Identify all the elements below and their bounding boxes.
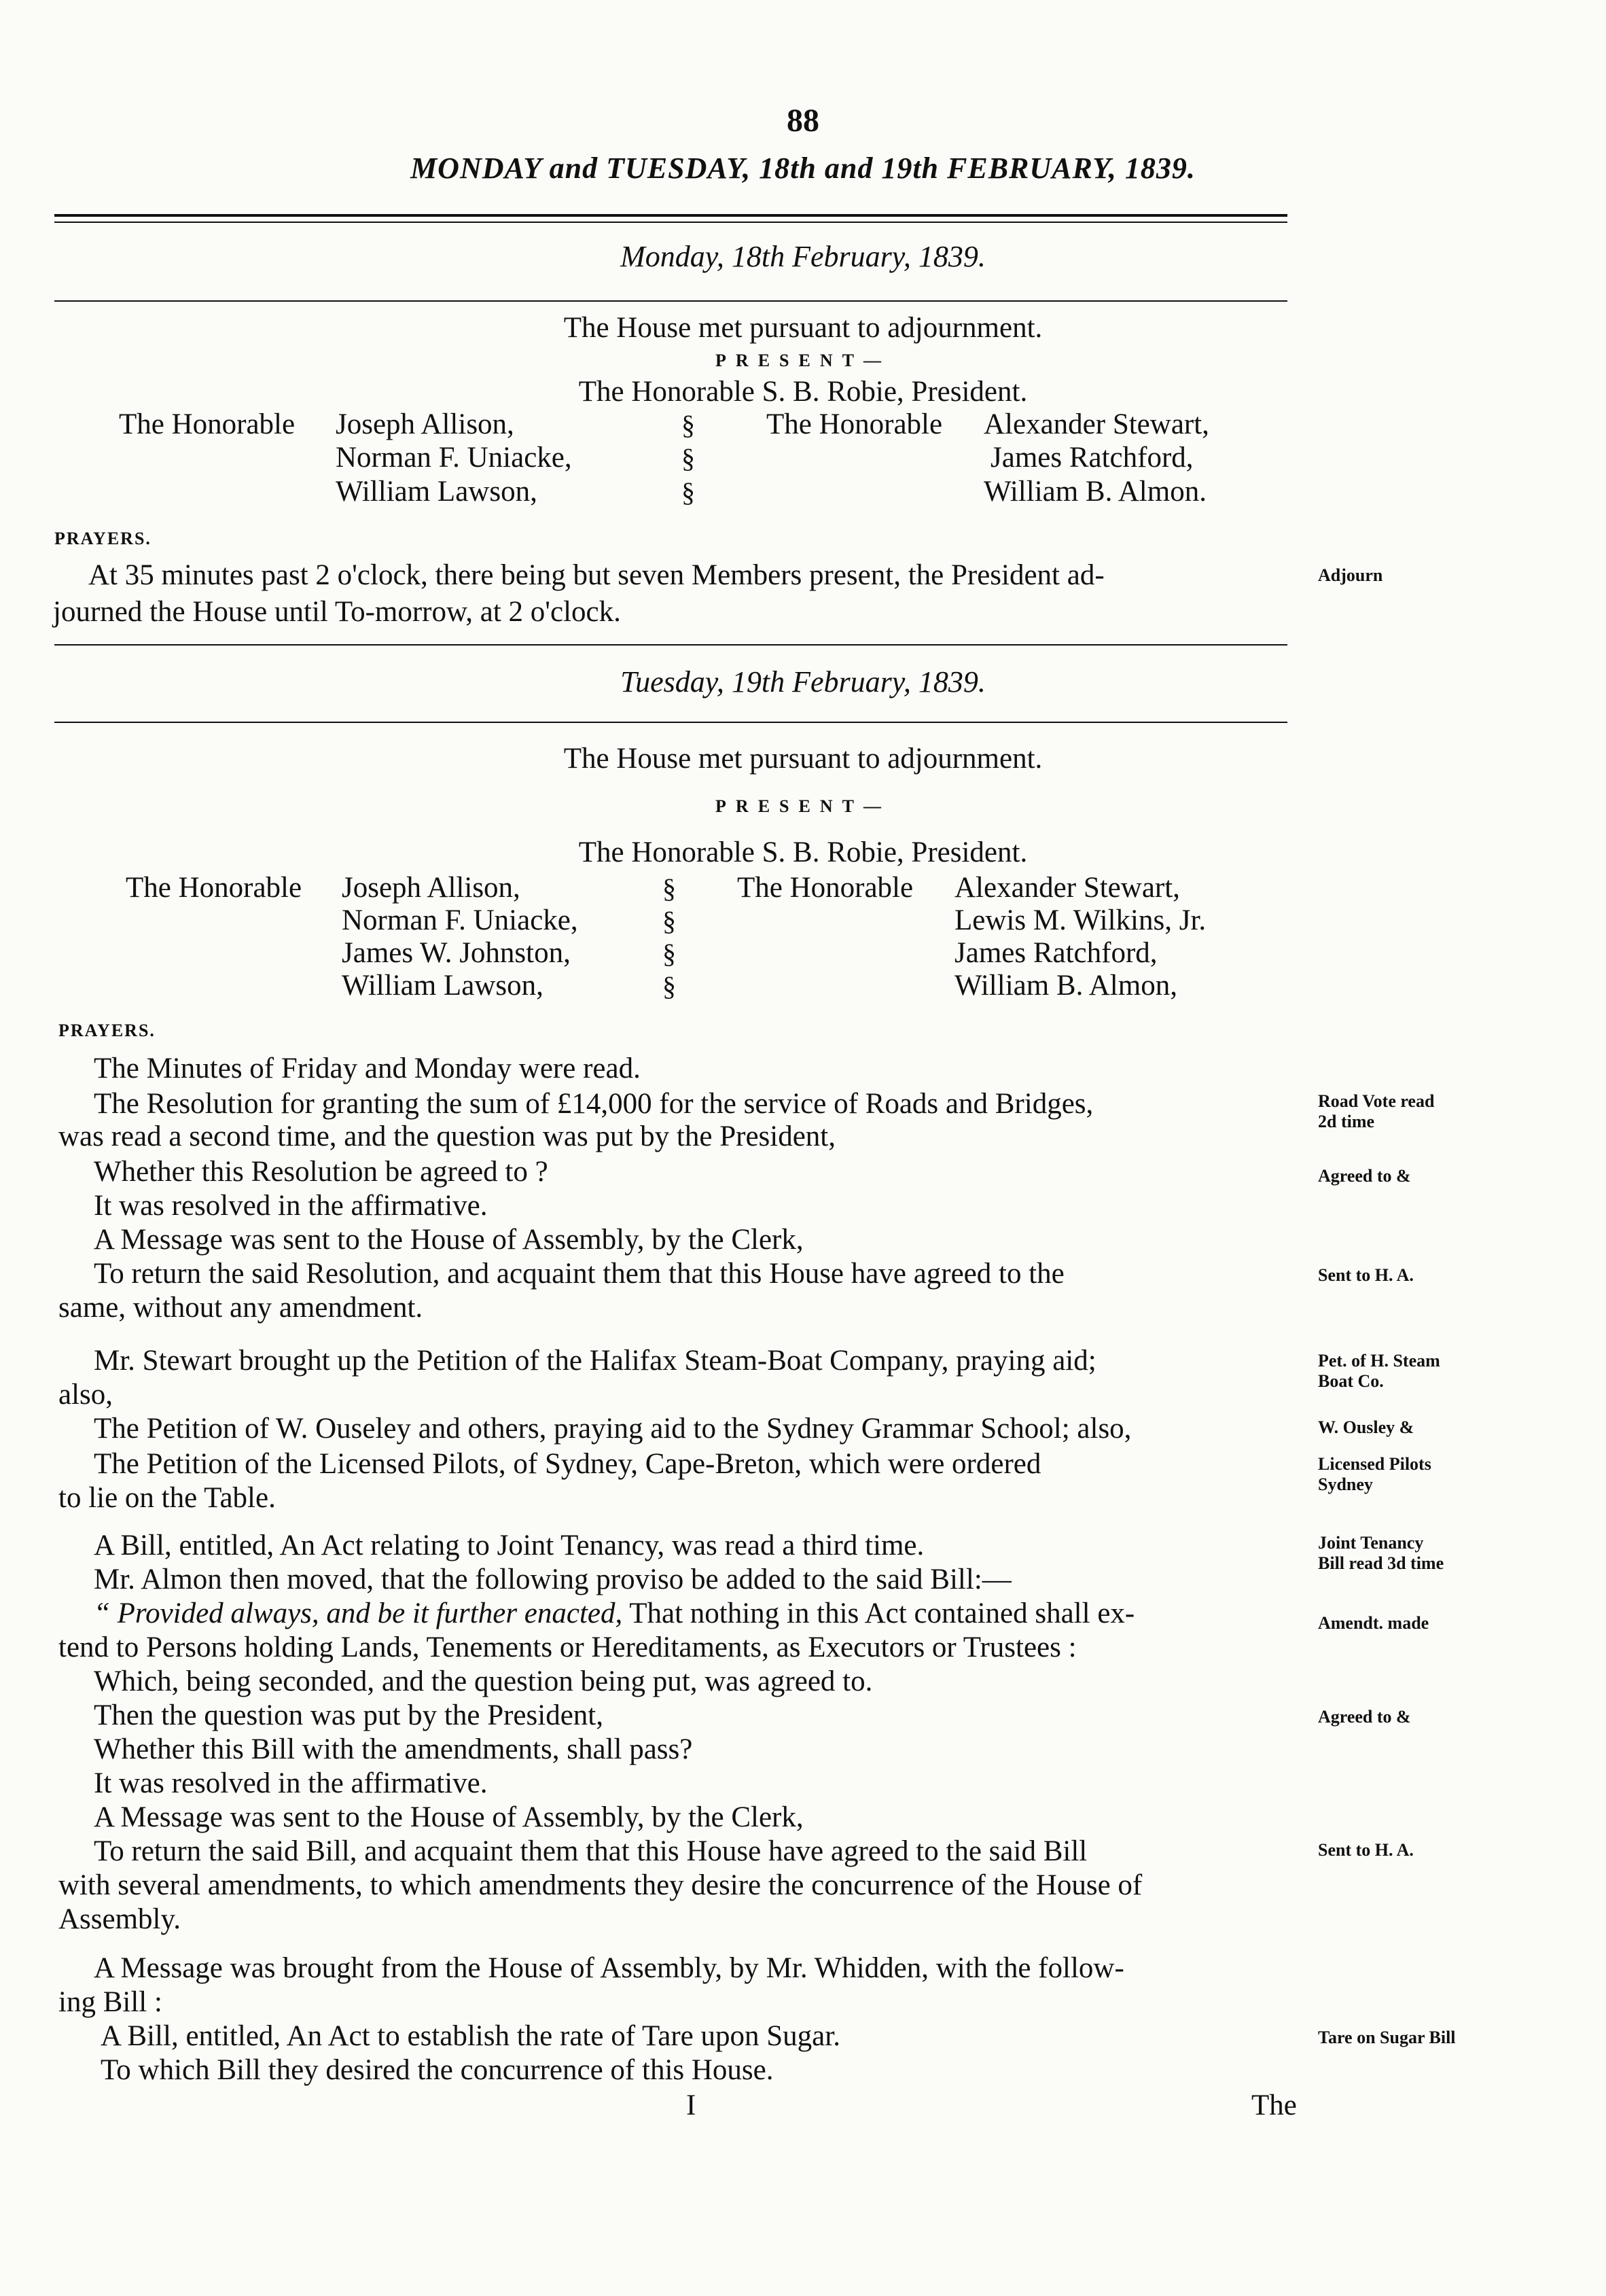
section-mark-2: § <box>681 443 695 474</box>
monday-adjourn-line-2: journed the House until To-morrow, at 2 o'clock. <box>53 596 621 628</box>
margin-joint-2: Bill read 3d time <box>1318 1553 1444 1573</box>
bill-return-2: with several amendments, to which amendments they desire the concurrence of the House of <box>58 1869 1143 1901</box>
monday-right-prefix: The Honorable <box>766 408 943 440</box>
margin-sent-2: Sent to H. A. <box>1318 1840 1414 1860</box>
margin-joint-1: Joint Tenancy <box>1318 1533 1424 1553</box>
monday-right-member-2: James Ratchford, <box>991 442 1194 474</box>
bill-message: A Message was sent to the House of Assembly, by the Clerk, <box>94 1801 804 1833</box>
tuesday-left-member-3: James W. Johnston, <box>342 937 571 969</box>
tuesday-prayers: PRAYERS. <box>58 1021 156 1040</box>
tuesday-date-rule <box>54 722 1287 723</box>
proviso-rest: That nothing in this Act contained shall ex- <box>622 1597 1135 1629</box>
resolution-question: Whether this Resolution be agreed to ? <box>94 1156 548 1188</box>
resolution-affirmative: It was resolved in the affirmative. <box>94 1190 488 1222</box>
bill-return-3: Assembly. <box>58 1903 181 1935</box>
section-mark-7: § <box>662 971 676 1002</box>
proviso-line-2: tend to Persons holding Lands, Tenements or Hereditaments, as Executors or Trustees : <box>58 1631 1077 1663</box>
resolution-line-1: The Resolution for granting the sum of £14,000 for the service of Roads and Bridges, <box>94 1088 1094 1120</box>
margin-tare: Tare on Sugar Bill <box>1318 2028 1456 2047</box>
margin-pet-1: Pet. of H. Steam <box>1318 1351 1440 1371</box>
header-rule-thick <box>54 214 1287 217</box>
tuesday-met: The House met pursuant to adjournment. <box>563 743 1043 775</box>
monday-right-member-3: William B. Almon. <box>984 476 1207 508</box>
monday-end-rule <box>54 644 1287 646</box>
monday-president: The Honorable S. B. Robie, President. <box>578 376 1028 408</box>
minutes-read: The Minutes of Friday and Monday were read. <box>94 1053 641 1084</box>
page-number: 88 <box>787 103 819 139</box>
tuesday-left-prefix: The Honorable <box>126 872 302 904</box>
margin-pilots-1: Licensed Pilots <box>1318 1454 1431 1474</box>
bill-return-1: To return the said Bill, and acquaint them that this House have agreed to the said Bill <box>94 1835 1088 1867</box>
monday-met: The House met pursuant to adjournment. <box>563 312 1043 344</box>
monday-present-label: PRESENT— <box>715 351 891 370</box>
tare-sugar-bill: A Bill, entitled, An Act to establish the rate of Tare upon Sugar. <box>101 2020 840 2052</box>
margin-sent-1: Sent to H. A. <box>1318 1265 1414 1285</box>
resolution-line-2: was read a second time, and the question was put by the President, <box>58 1120 836 1152</box>
section-mark-4: § <box>662 873 676 904</box>
petition-ouseley: The Petition of W. Ouseley and others, praying aid to the Sydney Grammar School; also, <box>94 1413 1132 1445</box>
tuesday-right-member-2: Lewis M. Wilkins, Jr. <box>954 904 1207 936</box>
tuesday-date: Tuesday, 19th February, 1839. <box>620 665 986 699</box>
margin-adjourn: Adjourn <box>1318 565 1383 585</box>
margin-pilots <box>1318 1454 1431 1495</box>
tuesday-right-member-1: Alexander Stewart, <box>954 872 1180 904</box>
section-mark-5: § <box>662 906 676 936</box>
tuesday-right-prefix: The Honorable <box>737 872 914 904</box>
proviso-italic: “ Provided always, and be it further enacted, <box>94 1597 623 1629</box>
tuesday-left-member-4: William Lawson, <box>342 970 543 1002</box>
concurrence-line: To which Bill they desired the concurrence of this House. <box>101 2054 774 2086</box>
resolution-return-1: To return the said Resolution, and acquaint them that this House have agreed to the <box>94 1258 1065 1290</box>
margin-pet-2: Boat Co. <box>1318 1371 1384 1391</box>
resolution-message: A Message was sent to the House of Assembly, by the Clerk, <box>94 1224 804 1256</box>
monday-right-member-1: Alexander Stewart, <box>984 408 1209 440</box>
margin-petition <box>1318 1351 1440 1392</box>
margin-road-vote-2: 2d time <box>1318 1112 1375 1131</box>
monday-left-prefix: The Honorable <box>119 408 296 440</box>
page-title: MONDAY and TUESDAY, 18th and 19th FEBRUARY, 1839. <box>410 152 1196 185</box>
section-mark-1: § <box>681 410 695 440</box>
bill-question: Then the question was put by the President, <box>94 1699 603 1731</box>
proviso-line-1 <box>94 1597 1135 1630</box>
monday-date-rule <box>54 300 1287 302</box>
bill-affirmative: It was resolved in the affirmative. <box>94 1767 488 1799</box>
margin-ousley: W. Ousley & <box>1318 1417 1414 1437</box>
monday-adjourn-line-1: At 35 minutes past 2 o'clock, there being but seven Members present, the President ad- <box>88 559 1105 591</box>
monday-left-member-1: Joseph Allison, <box>336 408 514 440</box>
monday-left-member-3: William Lawson, <box>336 476 537 508</box>
resolution-return-2: same, without any amendment. <box>58 1292 423 1324</box>
petition-steamboat-1: Mr. Stewart brought up the Petition of the Halifax Steam-Boat Company, praying aid; <box>94 1345 1096 1377</box>
petition-pilots-1: The Petition of the Licensed Pilots, of Sydney, Cape-Breton, which were ordered <box>94 1448 1041 1480</box>
section-mark-6: § <box>662 938 676 969</box>
margin-pilots-2: Sydney <box>1318 1474 1373 1494</box>
margin-agreed-2: Agreed to & <box>1318 1707 1411 1727</box>
tuesday-present-label: PRESENT— <box>715 796 891 816</box>
petition-steamboat-2: also, <box>58 1379 113 1411</box>
proviso-seconded: Which, being seconded, and the question being put, was agreed to. <box>94 1665 873 1697</box>
margin-road-vote-1: Road Vote read <box>1318 1091 1435 1111</box>
monday-left-member-2: Norman F. Uniacke, <box>336 442 572 474</box>
monday-prayers: PRAYERS. <box>54 529 151 548</box>
tuesday-left-member-2: Norman F. Uniacke, <box>342 904 578 936</box>
margin-amendment: Amendt. made <box>1318 1613 1429 1633</box>
section-mark-3: § <box>681 477 695 508</box>
monday-date: Monday, 18th February, 1839. <box>620 240 986 273</box>
signature-mark: I <box>686 2089 696 2121</box>
margin-joint-tenancy <box>1318 1533 1444 1574</box>
margin-road-vote <box>1318 1091 1434 1132</box>
whidden-message-1: A Message was brought from the House of Assembly, by Mr. Whidden, with the follow- <box>94 1952 1124 1984</box>
tuesday-right-member-3: James Ratchford, <box>954 937 1158 969</box>
tuesday-president: The Honorable S. B. Robie, President. <box>578 836 1028 868</box>
header-rule-thin <box>54 222 1287 223</box>
petition-pilots-2: to lie on the Table. <box>58 1482 276 1514</box>
catchword: The <box>1251 2089 1297 2121</box>
almon-motion: Mr. Almon then moved, that the following proviso be added to the said Bill:— <box>94 1564 1012 1595</box>
whidden-message-2: ing Bill : <box>58 1986 162 2018</box>
joint-tenancy-bill: A Bill, entitled, An Act relating to Joint Tenancy, was read a third time. <box>94 1530 925 1561</box>
margin-agreed-1: Agreed to & <box>1318 1166 1411 1186</box>
bill-pass-question: Whether this Bill with the amendments, shall pass? <box>94 1733 693 1765</box>
tuesday-right-member-4: William B. Almon, <box>954 970 1177 1002</box>
tuesday-left-member-1: Joseph Allison, <box>342 872 520 904</box>
